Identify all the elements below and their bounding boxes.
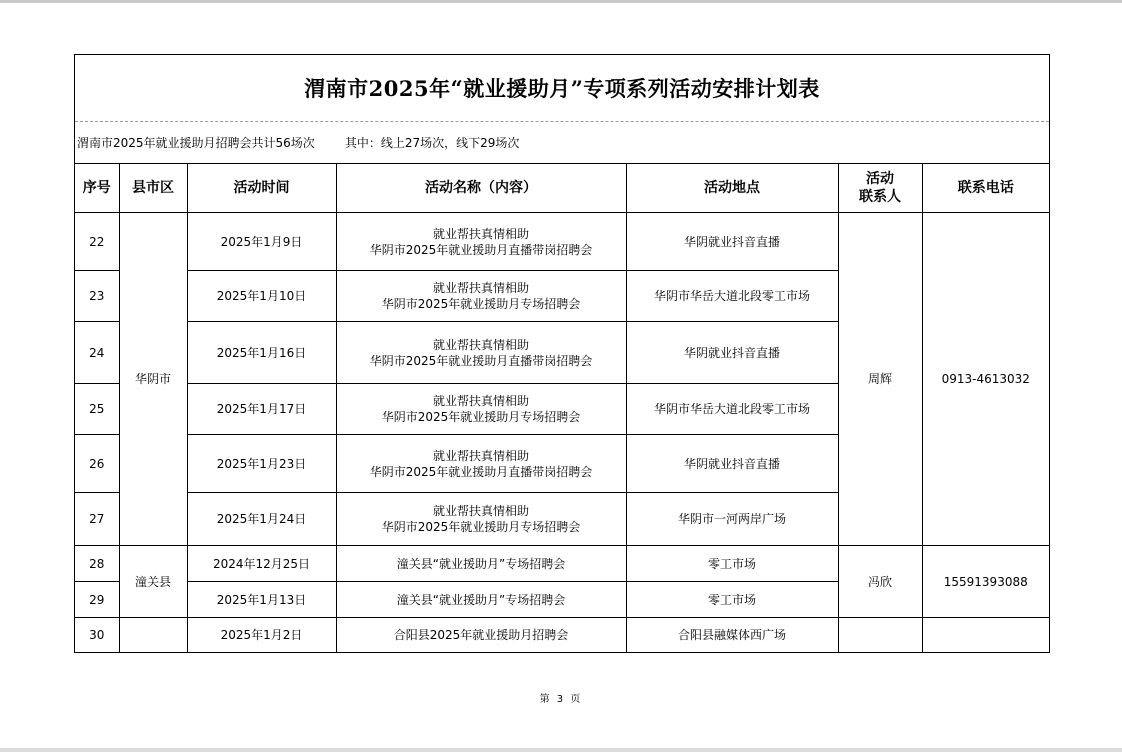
cell-name: 潼关县“就业援助月”专场招聘会 xyxy=(336,582,626,618)
header-place: 活动地点 xyxy=(626,164,838,213)
cell-seq: 23 xyxy=(75,271,119,322)
cell-name xyxy=(336,271,626,322)
cell-name-line1: 就业帮扶真情相助 xyxy=(432,226,529,241)
cell-time: 2025年1月16日 xyxy=(187,322,336,384)
cell-place: 华阴就业抖音直播 xyxy=(626,322,838,384)
cell-time: 2025年1月10日 xyxy=(187,271,336,322)
viewer-top-border xyxy=(0,0,1122,3)
table-row xyxy=(75,213,1049,271)
cell-place: 零工市场 xyxy=(626,546,838,582)
header-time: 活动时间 xyxy=(187,164,336,213)
summary-total: 渭南市2025年就业援助月招聘会共计56场次 xyxy=(77,135,315,150)
cell-name xyxy=(336,384,626,435)
document-page xyxy=(74,54,1050,653)
summary-line xyxy=(75,121,1049,164)
cell-place: 华阴市一河两岸广场 xyxy=(626,493,838,546)
cell-name: 潼关县“就业援助月”专场招聘会 xyxy=(336,546,626,582)
cell-time: 2025年1月24日 xyxy=(187,493,336,546)
header-seq: 序号 xyxy=(75,164,119,213)
cell-place: 合阳县融媒体西广场 xyxy=(626,618,838,653)
schedule-table xyxy=(75,163,1049,653)
cell-county: 华阴市 xyxy=(119,213,187,546)
header-name: 活动名称（内容） xyxy=(336,164,626,213)
cell-name xyxy=(336,435,626,493)
cell-name-line2: 华阴市2025年就业援助月直播带岗招聘会 xyxy=(369,242,593,257)
table-header-row xyxy=(75,164,1049,213)
cell-contact: 周辉 xyxy=(838,213,922,546)
cell-seq: 27 xyxy=(75,493,119,546)
cell-seq: 30 xyxy=(75,618,119,653)
header-contact xyxy=(838,164,922,213)
cell-name-line1: 就业帮扶真情相助 xyxy=(432,448,529,463)
cell-phone xyxy=(922,618,1049,653)
cell-time: 2024年12月25日 xyxy=(187,546,336,582)
header-contact-line1: 活动 xyxy=(866,171,894,187)
cell-name-line2: 华阴市2025年就业援助月直播带岗招聘会 xyxy=(369,464,593,479)
cell-name-line2: 华阴市2025年就业援助月专场招聘会 xyxy=(381,520,581,534)
cell-time: 2025年1月23日 xyxy=(187,435,336,493)
table-row xyxy=(75,546,1049,582)
header-contact-line2: 联系人 xyxy=(859,189,901,205)
cell-name-line1: 就业帮扶真情相助 xyxy=(432,281,529,295)
cell-time: 2025年1月2日 xyxy=(187,618,336,653)
table-row xyxy=(75,618,1049,653)
cell-county xyxy=(119,618,187,653)
header-phone: 联系电话 xyxy=(922,164,1049,213)
page-number: 第 3 页 xyxy=(539,694,583,705)
cell-place: 华阴就业抖音直播 xyxy=(626,435,838,493)
cell-place: 华阴就业抖音直播 xyxy=(626,213,838,271)
cell-time: 2025年1月9日 xyxy=(187,213,336,271)
cell-name-line1: 就业帮扶真情相助 xyxy=(432,504,529,518)
cell-name-line2: 华阴市2025年就业援助月专场招聘会 xyxy=(381,410,581,424)
cell-place: 华阴市华岳大道北段零工市场 xyxy=(626,271,838,322)
cell-seq: 22 xyxy=(75,213,119,271)
cell-place: 零工市场 xyxy=(626,582,838,618)
summary-breakdown: 其中：线上27场次，线下29场次 xyxy=(344,135,520,150)
cell-phone: 15591393088 xyxy=(922,546,1049,618)
cell-place: 华阴市华岳大道北段零工市场 xyxy=(626,384,838,435)
cell-time: 2025年1月13日 xyxy=(187,582,336,618)
cell-contact xyxy=(838,618,922,653)
viewer-bottom-border xyxy=(0,748,1122,752)
cell-phone: 0913-4613032 xyxy=(922,213,1049,546)
cell-seq: 29 xyxy=(75,582,119,618)
cell-name-line2: 华阴市2025年就业援助月直播带岗招聘会 xyxy=(369,353,593,368)
cell-name: 合阳县2025年就业援助月招聘会 xyxy=(336,618,626,653)
cell-name-line1: 就业帮扶真情相助 xyxy=(432,394,529,408)
cell-seq: 25 xyxy=(75,384,119,435)
cell-county: 潼关县 xyxy=(119,546,187,618)
cell-name xyxy=(336,213,626,271)
cell-name xyxy=(336,493,626,546)
cell-seq: 26 xyxy=(75,435,119,493)
cell-seq: 24 xyxy=(75,322,119,384)
header-county: 县市区 xyxy=(119,164,187,213)
cell-time: 2025年1月17日 xyxy=(187,384,336,435)
cell-name-line1: 就业帮扶真情相助 xyxy=(432,337,529,352)
page-title: 渭南市2025年“就业援助月”专项系列活动安排计划表 xyxy=(75,55,1049,122)
cell-name xyxy=(336,322,626,384)
cell-contact: 冯欣 xyxy=(838,546,922,618)
cell-seq: 28 xyxy=(75,546,119,582)
cell-name-line2: 华阴市2025年就业援助月专场招聘会 xyxy=(381,297,581,311)
